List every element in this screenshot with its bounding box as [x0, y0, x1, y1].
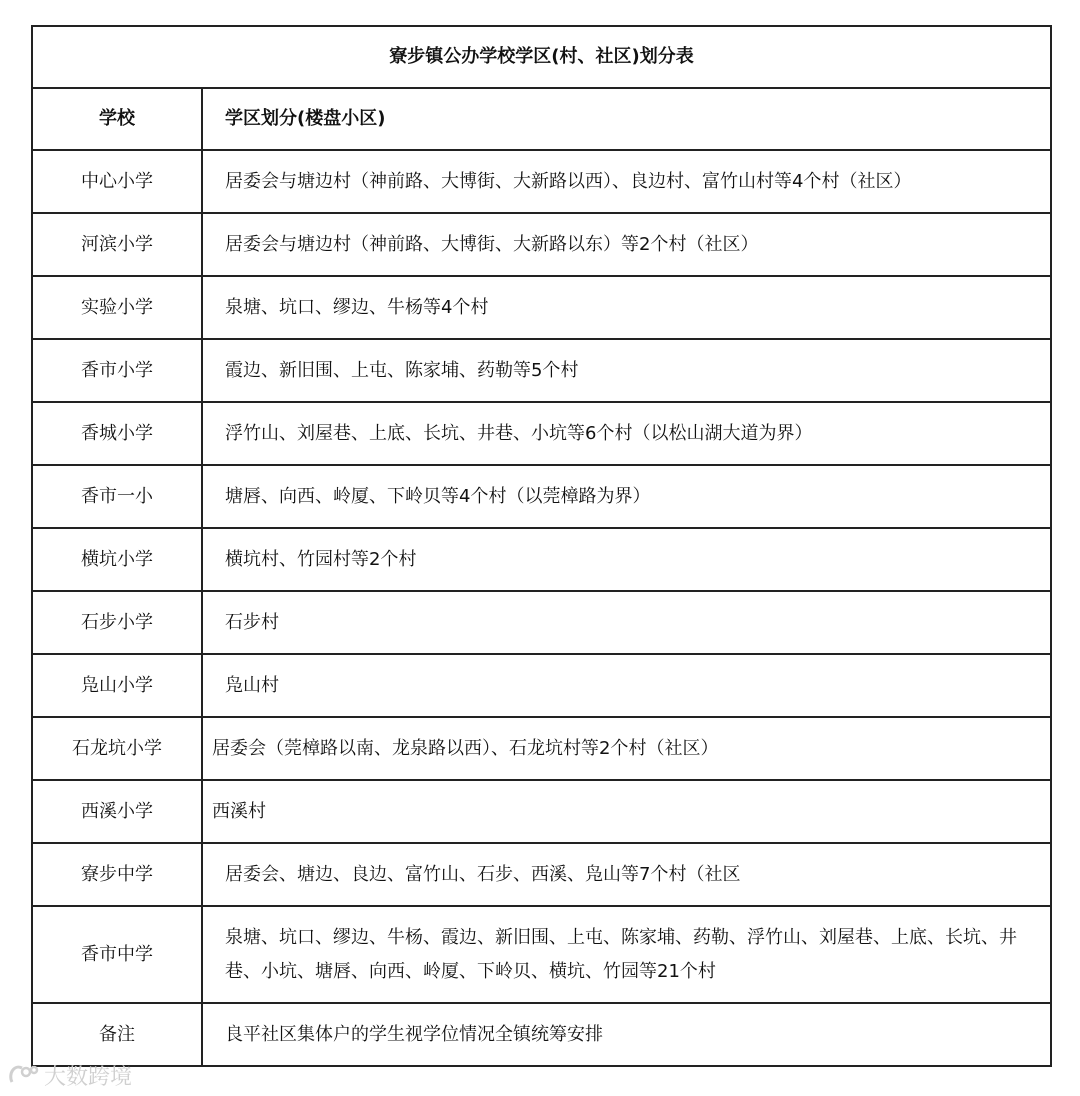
- zone-cell: 居委会、塘边、良边、富竹山、石步、西溪、凫山等7个村（社区: [202, 843, 1051, 906]
- table-row: [32, 1003, 1051, 1066]
- table-row: [32, 717, 1051, 780]
- table-row: [32, 780, 1051, 843]
- remark-text-cell: 良平社区集体户的学生视学位情况全镇统筹安排: [202, 1003, 1051, 1066]
- table-row: [32, 906, 1051, 1003]
- school-name-cell: 实验小学: [32, 276, 202, 339]
- zone-cell: 横坑村、竹园村等2个村: [202, 528, 1051, 591]
- table-row: [32, 654, 1051, 717]
- school-name-cell: 香市一小: [32, 465, 202, 528]
- zone-cell: 浮竹山、刘屋巷、上底、长坑、井巷、小坑等6个村（以松山湖大道为界）: [202, 402, 1051, 465]
- school-name-cell: 香城小学: [32, 402, 202, 465]
- school-name-cell: 香市小学: [32, 339, 202, 402]
- school-zone-table: [31, 25, 1052, 1067]
- table-row: [32, 843, 1051, 906]
- school-name-cell: 香市中学: [32, 906, 202, 1003]
- watermark-logo-icon: [6, 1060, 40, 1090]
- header-row: [32, 88, 1051, 150]
- school-name-cell: 横坑小学: [32, 528, 202, 591]
- remark-label-cell: 备注: [32, 1003, 202, 1066]
- zone-cell: 霞边、新旧围、上屯、陈家埔、药勒等5个村: [202, 339, 1051, 402]
- school-name-cell: 河滨小学: [32, 213, 202, 276]
- school-name-cell: 寮步中学: [32, 843, 202, 906]
- table-title: 寮步镇公办学校学区(村、社区)划分表: [32, 26, 1051, 88]
- table-row: [32, 465, 1051, 528]
- school-name-cell: 中心小学: [32, 150, 202, 213]
- zone-cell: 凫山村: [202, 654, 1051, 717]
- zone-cell: 塘唇、向西、岭厦、下岭贝等4个村（以莞樟路为界）: [202, 465, 1051, 528]
- school-name-cell: 西溪小学: [32, 780, 202, 843]
- school-name-cell: 石龙坑小学: [32, 717, 202, 780]
- zone-cell: 泉塘、坑口、缪边、牛杨等4个村: [202, 276, 1051, 339]
- column-header-school: 学校: [32, 88, 202, 150]
- watermark: [6, 1058, 132, 1092]
- watermark-text: 大数跨境: [44, 1064, 133, 1090]
- table-row: [32, 276, 1051, 339]
- school-name-cell: 石步小学: [32, 591, 202, 654]
- zone-cell: 西溪村: [202, 780, 1051, 843]
- school-name-cell: 凫山小学: [32, 654, 202, 717]
- zone-cell: 泉塘、坑口、缪边、牛杨、霞边、新旧围、上屯、陈家埔、药勒、浮竹山、刘屋巷、上底、长坑、井巷、小坑、塘唇、向西、岭厦、下岭贝、横坑、竹园等21个村: [202, 906, 1051, 1003]
- column-header-zone: 学区划分(楼盘小区): [202, 88, 1051, 150]
- table-row: [32, 528, 1051, 591]
- table-row: [32, 402, 1051, 465]
- zone-cell: 居委会与塘边村（神前路、大博街、大新路以东）等2个村（社区）: [202, 213, 1051, 276]
- table-row: [32, 150, 1051, 213]
- title-row: [32, 26, 1051, 88]
- table-row: [32, 339, 1051, 402]
- zone-cell: 石步村: [202, 591, 1051, 654]
- table-row: [32, 213, 1051, 276]
- zone-cell: 居委会与塘边村（神前路、大博街、大新路以西）、良边村、富竹山村等4个村（社区）: [202, 150, 1051, 213]
- zone-cell: 居委会（莞樟路以南、龙泉路以西）、石龙坑村等2个村（社区）: [202, 717, 1051, 780]
- table-row: [32, 591, 1051, 654]
